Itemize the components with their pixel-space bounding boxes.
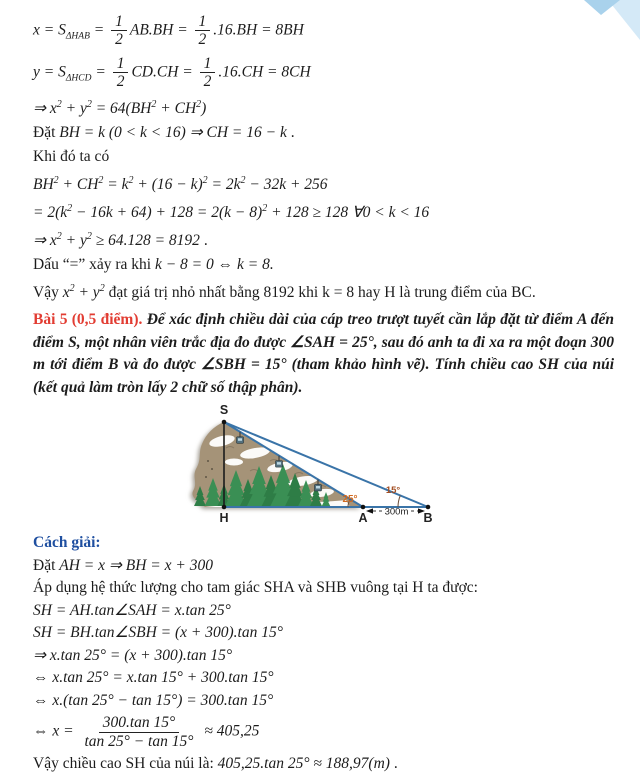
math-token: + (16 − k) <box>133 176 203 194</box>
label-a: A <box>358 511 368 526</box>
math-token: = 2(k <box>33 204 68 222</box>
math-token: = <box>89 21 109 39</box>
math-token: 2 <box>202 175 208 187</box>
math-token: ⇔ x.(tan 25° − tan 15°) = 300.tan 15° <box>33 691 274 709</box>
math-token: .16.CH = 8CH <box>218 63 311 81</box>
math-line <box>33 646 614 666</box>
math-token: Vậy chiều cao SH của núi là: <box>33 754 218 772</box>
math-token: 2 <box>151 99 157 111</box>
math-token: . <box>199 232 208 250</box>
math-token: ⇒ x.tan 25° = (x + 300).tan 15° <box>33 646 233 664</box>
math-token: 2 <box>53 175 59 187</box>
math-token: − 16k + 64) + 128 = 2(k − 8) <box>72 204 263 222</box>
mountain-figure <box>160 401 460 529</box>
math-token: 2 <box>128 175 134 187</box>
math-token: BH <box>33 176 54 194</box>
fraction: $\frac{300.\tan 15^\circ}{\tan 25^\circ - \tan 15^\circ}$ <box>84 714 194 750</box>
math-token: Đặt <box>33 556 60 574</box>
math-token: ⇒ x <box>33 232 57 250</box>
fraction: $\frac{1}{2}$ <box>113 55 129 91</box>
math-line <box>33 713 614 751</box>
math-token: 2 <box>240 175 246 187</box>
math-line <box>33 54 614 92</box>
point-s <box>222 420 227 425</box>
math-token: 2 <box>67 203 73 215</box>
math-token: .16.BH = 8BH <box>213 21 304 39</box>
problem5-label: Bài 5 (0,5 điểm). <box>33 311 143 329</box>
math-token: − 32k + 256 <box>245 176 328 194</box>
distance-label: 300m <box>384 506 409 518</box>
math-token: đạt giá trị nhỏ nhất bằng 8192 khi k = 8 hay H là trung điểm của BC. <box>104 284 536 302</box>
math-token: . <box>286 124 295 142</box>
fraction: $\frac{1}{2}$ <box>111 13 127 49</box>
math-token: SH = AH.tan∠SAH = x.tan 25° <box>33 601 231 619</box>
math-token: AH = x ⇒ BH = x + 300 <box>59 556 213 574</box>
problem5-statement: Để xác định chiều dài của cáp treo trượt tuyết cần lắp đặt từ điểm A đến điểm S, một nhân viên trắc địa đo được ∠SAH = 25°, sau đó anh ta đi xa ra một đoạn 300 m tới điểm B và đo được ∠SBH = 15° (tham khảo hình vẽ). Tính chiều cao SH của núi (kết quả làm tròn lấy 2 chữ số thập phân). <box>33 311 614 396</box>
math-token: CD.CH = <box>131 63 197 81</box>
math-token: + CH <box>156 100 197 118</box>
math-token: 2 <box>99 283 105 295</box>
math-token: = k <box>103 176 129 194</box>
fraction: $\frac{1}{2}$ <box>200 55 216 91</box>
distance-arrow <box>366 507 425 518</box>
math-token: ⇒ x <box>33 100 57 118</box>
math-token: 2 <box>196 99 202 111</box>
math-token: ≥ 64.128 = 8192 <box>91 232 200 250</box>
angle-label-b: 15° <box>385 485 401 497</box>
math-token: k − 8 = 0 ⇔ k = 8. <box>154 256 274 274</box>
math-token: Áp dụng hệ thức lượng cho tam giác SHA và SHB vuông tại H ta được: <box>33 579 478 597</box>
math-line <box>33 95 614 119</box>
math-token: + 128 ≥ 128 ∀0 < k < 16 <box>267 204 430 222</box>
math-token: y = S <box>33 63 66 81</box>
math-token: ≈ 405,25 <box>200 722 260 740</box>
math-token: 2 <box>262 203 268 215</box>
math-token: = 2k <box>207 176 241 194</box>
solution5-section <box>33 556 614 774</box>
math-token: ) <box>201 100 207 118</box>
math-token: 2 <box>56 231 62 243</box>
math-line <box>33 279 614 303</box>
math-token: x = S <box>33 21 66 39</box>
math-token: 2 <box>86 99 92 111</box>
problem5-paragraph <box>33 309 614 399</box>
math-token: + y <box>61 100 87 118</box>
math-line <box>33 578 614 598</box>
solution5-heading: Cách giải: <box>33 534 101 552</box>
math-token: = 64(BH <box>91 100 152 118</box>
math-line <box>33 227 614 251</box>
solution4-section <box>33 12 614 303</box>
math-token: x <box>62 284 70 302</box>
math-line <box>33 171 614 195</box>
math-token: Vậy <box>33 284 63 302</box>
math-token: 2 <box>56 99 62 111</box>
math-token: Khi đó ta có <box>33 148 110 166</box>
math-token: SH = BH.tan∠SBH = (x + 300).tan 15° <box>33 624 283 642</box>
label-h: H <box>219 511 229 526</box>
math-line <box>33 623 614 643</box>
math-token: AB.BH = <box>129 21 192 39</box>
math-token: BH = k (0 < k < 16) ⇒ CH = 16 − k <box>59 124 287 142</box>
math-token: ⇔ x = <box>33 722 78 740</box>
math-token: = <box>91 63 110 81</box>
math-token: + CH <box>58 176 99 194</box>
label-s: S <box>219 403 229 418</box>
corner-band <box>608 0 640 40</box>
point-h <box>222 505 227 510</box>
math-line <box>33 691 614 711</box>
math-line <box>33 754 614 774</box>
math-token: ⇔ x.tan 25° = x.tan 15° + 300.tan 15° <box>33 669 274 687</box>
point-a <box>361 505 366 510</box>
math-line <box>33 147 614 167</box>
math-token: 405,25.tan 25° ≈ 188,97(m) <box>217 754 390 772</box>
math-token: ΔHAB <box>65 31 90 42</box>
math-line <box>33 668 614 688</box>
math-token: Đặt <box>33 124 60 142</box>
point-b <box>426 505 431 510</box>
fraction: $\frac{1}{2}$ <box>195 13 211 49</box>
angle-label-a: 25° <box>342 494 358 506</box>
math-token: 2 <box>98 175 104 187</box>
corner-decoration <box>580 0 640 46</box>
math-token: 2 <box>69 283 75 295</box>
math-token: ΔHCD <box>65 73 92 84</box>
math-line <box>33 12 614 50</box>
math-line <box>33 123 614 143</box>
math-line <box>33 199 614 223</box>
math-token: Dấu “=” xảy ra khi <box>33 256 155 274</box>
math-line <box>33 601 614 621</box>
math-token: + y <box>61 232 87 250</box>
figure-wrapper <box>160 401 614 529</box>
math-line <box>33 255 614 275</box>
math-token: + y <box>74 284 100 302</box>
label-b: B <box>423 511 433 526</box>
math-token: . <box>389 754 398 772</box>
angle-arc-b <box>398 496 400 508</box>
math-line <box>33 556 614 576</box>
math-token: 2 <box>86 231 92 243</box>
